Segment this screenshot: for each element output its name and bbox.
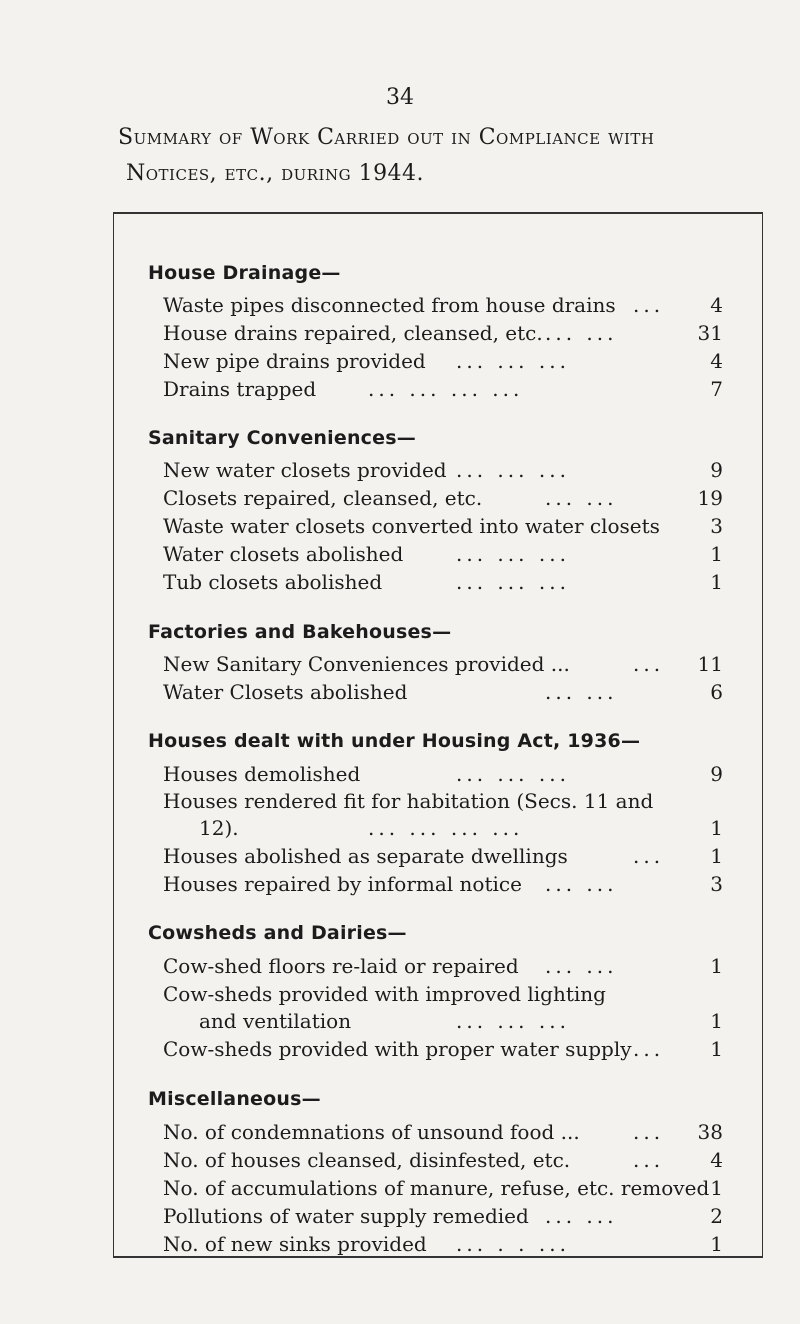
table-row: Cow-sheds provided with improved lighting [163, 982, 606, 1006]
row-value: 9 [710, 458, 723, 482]
table-row: Cow-shed floors re-laid or repaired ... ... 1 [163, 951, 723, 981]
section-heading-sanitary-conveniences: Sanitary Conveniences— [148, 427, 416, 449]
table-row: Cow-sheds provided with proper water supply ... 1 [163, 1034, 723, 1064]
table-row: Drains trapped ... ... ... ... 7 [163, 374, 723, 404]
table-row: No. of houses cleansed, disinfested, etc. ... 4 [163, 1145, 723, 1175]
table-row: Water closets abolished ... ... ... 1 [163, 539, 723, 569]
row-value: 31 [697, 321, 723, 345]
table-row: and ventilation ... ... ... 1 [163, 1006, 723, 1036]
row-value: 1 [710, 1232, 723, 1256]
table-row: Houses demolished ... ... ... 9 [163, 759, 723, 789]
row-value: 4 [710, 1148, 723, 1172]
row-value: 1 [710, 954, 723, 978]
row-value: 7 [710, 377, 723, 401]
table-row: Water Closets abolished ... ... 6 [163, 677, 723, 707]
table-row: Waste pipes disconnected from house drains ... 4 [163, 290, 723, 320]
table-row: No. of new sinks provided ... . . ... 1 [163, 1229, 723, 1259]
row-value: 1 [710, 844, 723, 868]
row-value: 3 [710, 514, 723, 538]
row-value: 1 [710, 1037, 723, 1061]
table-row: House drains repaired, cleansed, etc. ... ... 31 [163, 318, 723, 348]
page-title [118, 120, 758, 192]
section-heading-housing-act: Houses dealt with under Housing Act, 1936— [148, 730, 641, 752]
row-value: 38 [697, 1120, 723, 1144]
page-number: 34 [386, 85, 414, 110]
table-row: No. of accumulations of manure, refuse, etc. removed 1 [163, 1173, 723, 1203]
row-value: 1 [710, 816, 723, 840]
section-heading-factories-bakehouses: Factories and Bakehouses— [148, 621, 452, 643]
row-value: 19 [697, 486, 723, 510]
row-value: 11 [697, 652, 723, 676]
row-value: 9 [710, 762, 723, 786]
table-row: Tub closets abolished ... ... ... 1 [163, 567, 723, 597]
table-row: Closets repaired, cleansed, etc. ... ... 19 [163, 483, 723, 513]
row-value: 1 [710, 570, 723, 594]
row-value: 2 [710, 1204, 723, 1228]
section-heading-miscellaneous: Miscellaneous— [148, 1088, 321, 1110]
row-value: 4 [710, 293, 723, 317]
table-row: Houses rendered fit for habitation (Secs. 11 and [163, 789, 654, 813]
table-row: Waste water closets converted into water closets 3 [163, 511, 723, 541]
table-row: New water closets provided ... ... ... 9 [163, 455, 723, 485]
section-heading-cowsheds-dairies: Cowsheds and Dairies— [148, 922, 407, 944]
row-value: 1 [710, 542, 723, 566]
table-row: 12). ... ... ... ... 1 [163, 813, 723, 843]
row-value: 4 [710, 349, 723, 373]
table-row: New pipe drains provided ... ... ... 4 [163, 346, 723, 376]
row-value: 6 [710, 680, 723, 704]
table-row: New Sanitary Conveniences provided ... ... 11 [163, 649, 723, 679]
title-line-1: Summary of Work Carried out in Compliance with [118, 125, 655, 150]
table-row: Houses repaired by informal notice ... ... 3 [163, 869, 723, 899]
row-value: 1 [710, 1176, 723, 1200]
row-value: 1 [710, 1009, 723, 1033]
row-value: 3 [710, 872, 723, 896]
table-row: Houses abolished as separate dwellings ... 1 [163, 841, 723, 871]
table-row: No. of condemnations of unsound food ... ... 38 [163, 1117, 723, 1147]
table-row: Pollutions of water supply remedied ... ... 2 [163, 1201, 723, 1231]
section-heading-house-drainage: House Drainage— [148, 262, 341, 284]
title-line-2: Notices, etc., during 1944. [126, 161, 425, 186]
